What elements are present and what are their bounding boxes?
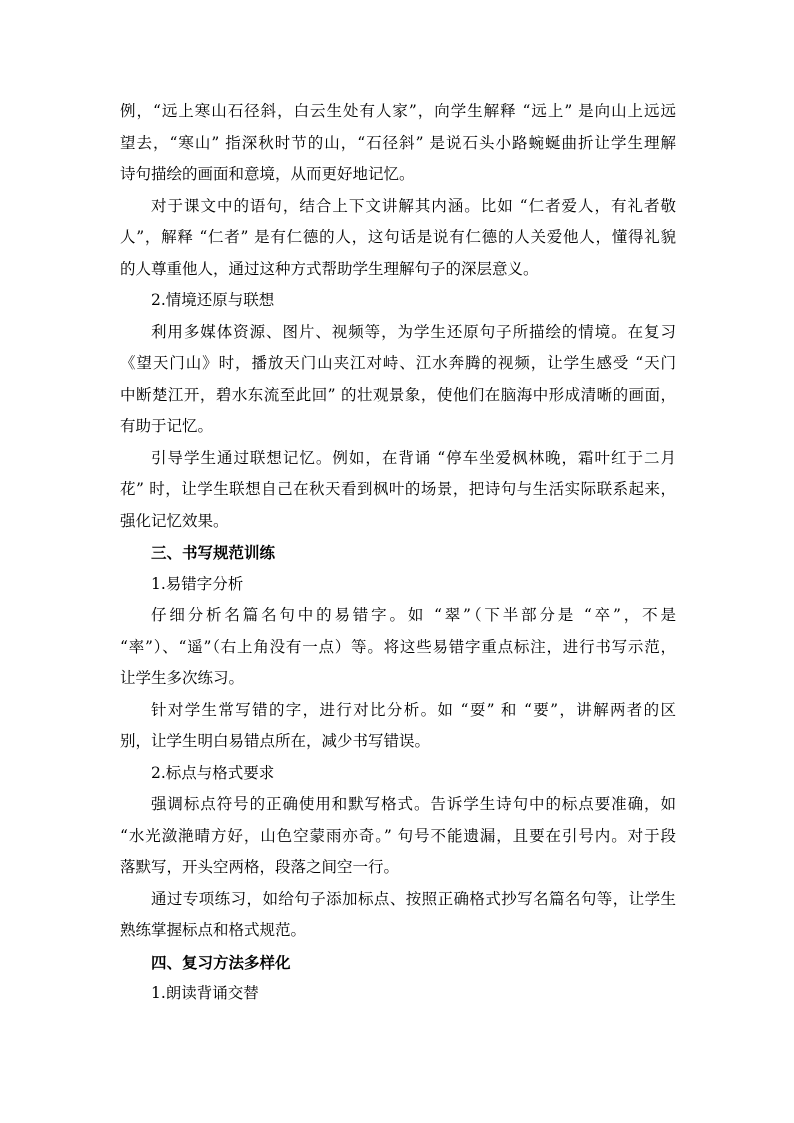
section-heading: 三、书写规范训练 bbox=[151, 543, 276, 562]
paragraph-line: 人”，解释 “仁者” 是有仁德的人，这句话是说有仁德的人关爱他人，懂得礼貌 bbox=[120, 228, 676, 246]
paragraph-line: 花” 时，让学生联想自己在秋天看到枫叶的场景，把诗句与生活实际联系起来， bbox=[120, 480, 676, 498]
paragraph-line: 《望天门山》时，播放天门山夹江对峙、江水奔腾的视频，让学生感受 “天门 bbox=[120, 354, 676, 372]
section-heading: 四、复习方法多样化 bbox=[151, 952, 291, 972]
paragraph-line: 利用多媒体资源、图片、视频等，为学生还原句子所描绘的情境。在复习 bbox=[151, 322, 676, 341]
paragraph-line: 例，“远上寒山石径斜，白云生处有人家”，向学生解释 “远上” 是向山上远远 bbox=[120, 102, 676, 120]
paragraph-line: 落默写，开头空两格，段落之间空一行。 bbox=[120, 858, 400, 876]
paragraph-line: 有助于记忆。 bbox=[120, 417, 214, 435]
subsection-heading: 2.情境还原与联想 bbox=[151, 291, 275, 309]
paragraph-line: 的人尊重他人，通过这种方式帮助学生理解句子的深层意义。 bbox=[120, 259, 539, 278]
subsection-heading: 1.朗读背诵交替 bbox=[151, 984, 259, 1002]
paragraph-line: 针对学生常写错的字，进行对比分析。如 “耍” 和 “要”，讲解两者的区 bbox=[151, 700, 676, 719]
subsection-heading: 2.标点与格式要求 bbox=[151, 763, 275, 782]
document-body bbox=[120, 96, 676, 1010]
paragraph-line: 强调标点符号的正确使用和默写格式。告诉学生诗句中的标点要准确，如 bbox=[151, 795, 676, 813]
paragraph-line: 对于课文中的语句，结合上下文讲解其内涵。比如 “仁者爱人，有礼者敬 bbox=[151, 196, 676, 215]
paragraph-line: 中断楚江开，碧水东流至此回” 的壮观景象，使他们在脑海中形成清晰的画面， bbox=[120, 385, 676, 404]
paragraph-line: “水光潋滟晴方好，山色空蒙雨亦奇。” 句号不能遗漏，且要在引号内。对于段 bbox=[120, 826, 676, 845]
paragraph-line: 望去，“寒山” 指深秋时节的山，“石径斜” 是说石头小路蜿蜒曲折让学生理解 bbox=[120, 133, 676, 152]
paragraph-line: 强化记忆效果。 bbox=[120, 511, 229, 530]
paragraph-line: “率”）、“遥”（右上角没有一点）等。将这些易错字重点标注，进行书写示范， bbox=[120, 637, 676, 656]
paragraph-line: 通过专项练习，如给句子添加标点、按照正确格式抄写名篇名句等，让学生 bbox=[151, 889, 676, 908]
subsection-heading: 1.易错字分析 bbox=[151, 574, 244, 593]
paragraph-line: 引导学生通过联想记忆。例如，在背诵 “停车坐爱枫林晚，霜叶红于二月 bbox=[151, 448, 676, 467]
paragraph-line: 熟练掌握标点和格式规范。 bbox=[120, 921, 307, 939]
paragraph-line: 别，让学生明白易错点所在，减少书写错误。 bbox=[120, 732, 431, 750]
paragraph-line: 让学生多次练习。 bbox=[120, 669, 245, 687]
paragraph-line: 诗句描绘的画面和意境，从而更好地记忆。 bbox=[120, 165, 415, 183]
paragraph-line: 仔细分析名篇名句中的易错字。如 “翠”（下半部分是 “卒”，不是 bbox=[151, 606, 676, 624]
